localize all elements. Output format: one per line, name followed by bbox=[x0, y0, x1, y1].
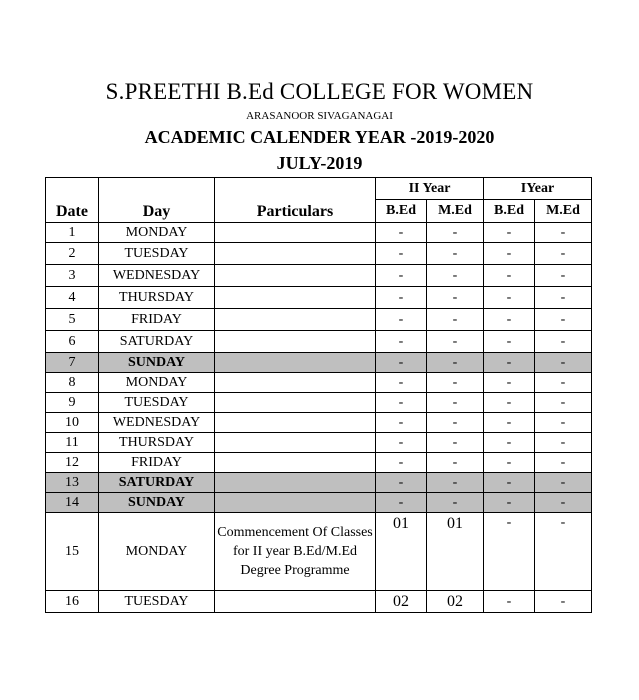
particulars-cell bbox=[215, 243, 376, 265]
second-year-bed-cell: 02 bbox=[376, 591, 427, 613]
table-row bbox=[46, 309, 592, 331]
particulars-cell bbox=[215, 393, 376, 413]
first-year-med-cell: - bbox=[535, 353, 592, 373]
particulars-cell bbox=[215, 309, 376, 331]
particulars-cell bbox=[215, 373, 376, 393]
second-year-bed-cell: - bbox=[376, 243, 427, 265]
particulars-cell bbox=[215, 493, 376, 513]
table-row bbox=[46, 373, 592, 393]
second-year-bed-cell: - bbox=[376, 473, 427, 493]
particulars-cell bbox=[215, 223, 376, 243]
second-year-med-cell: 01 bbox=[427, 513, 484, 591]
date-cell: 1 bbox=[46, 223, 99, 243]
first-year-med-cell: - bbox=[535, 513, 592, 591]
second-year-med-cell: - bbox=[427, 287, 484, 309]
first-year-med-cell: - bbox=[535, 287, 592, 309]
particulars-cell bbox=[215, 265, 376, 287]
table-row bbox=[46, 413, 592, 433]
date-cell: 9 bbox=[46, 393, 99, 413]
day-cell: MONDAY bbox=[99, 373, 215, 393]
first-year-med-cell: - bbox=[535, 433, 592, 453]
calendar-body bbox=[46, 223, 592, 613]
first-year-bed-cell: - bbox=[484, 287, 535, 309]
table-row bbox=[46, 433, 592, 453]
date-cell: 5 bbox=[46, 309, 99, 331]
first-year-bed-cell: - bbox=[484, 493, 535, 513]
table-row bbox=[46, 393, 592, 413]
day-cell: MONDAY bbox=[99, 513, 215, 591]
date-cell: 10 bbox=[46, 413, 99, 433]
second-year-bed-cell: - bbox=[376, 493, 427, 513]
day-cell: SUNDAY bbox=[99, 493, 215, 513]
second-year-bed-cell: - bbox=[376, 393, 427, 413]
second-year-med-cell: - bbox=[427, 393, 484, 413]
first-year-bed-cell: - bbox=[484, 243, 535, 265]
table-row bbox=[46, 353, 592, 373]
first-year-med-cell: - bbox=[535, 413, 592, 433]
second-year-bed-cell: - bbox=[376, 453, 427, 473]
date-cell: 11 bbox=[46, 433, 99, 453]
day-cell: TUESDAY bbox=[99, 243, 215, 265]
first-year-med-cell: - bbox=[535, 493, 592, 513]
date-cell: 6 bbox=[46, 331, 99, 353]
first-year-med-cell: - bbox=[535, 309, 592, 331]
month-title: JULY-2019 bbox=[276, 153, 363, 173]
day-cell: FRIDAY bbox=[99, 309, 215, 331]
particulars-cell bbox=[215, 433, 376, 453]
date-cell: 15 bbox=[46, 513, 99, 591]
table-row bbox=[46, 243, 592, 265]
second-year-med-cell: - bbox=[427, 331, 484, 353]
second-year-med-cell: - bbox=[427, 265, 484, 287]
date-cell: 3 bbox=[46, 265, 99, 287]
particulars-cell: Commencement Of Classes for II year B.Ed/M.Ed Degree Programme bbox=[215, 513, 376, 591]
day-cell: WEDNESDAY bbox=[99, 265, 215, 287]
particulars-cell bbox=[215, 353, 376, 373]
first-year-bed-cell: - bbox=[484, 331, 535, 353]
first-year-bed-header: B.Ed bbox=[484, 200, 535, 223]
second-year-bed-cell: - bbox=[376, 287, 427, 309]
day-cell: THURSDAY bbox=[99, 433, 215, 453]
first-year-bed-cell: - bbox=[484, 393, 535, 413]
first-year-bed-cell: - bbox=[484, 453, 535, 473]
calendar-title: ACADEMIC CALENDER YEAR -2019-2020 bbox=[144, 127, 495, 147]
second-year-med-cell: - bbox=[427, 353, 484, 373]
second-year-med-cell: - bbox=[427, 243, 484, 265]
second-year-bed-header: B.Ed bbox=[376, 200, 427, 223]
first-year-med-cell: - bbox=[535, 331, 592, 353]
table-row bbox=[46, 223, 592, 243]
day-column-header: Day bbox=[99, 178, 215, 223]
second-year-bed-cell: - bbox=[376, 223, 427, 243]
second-year-med-cell: 02 bbox=[427, 591, 484, 613]
first-year-bed-cell: - bbox=[484, 373, 535, 393]
day-cell: SUNDAY bbox=[99, 353, 215, 373]
first-year-bed-cell: - bbox=[484, 413, 535, 433]
table-row bbox=[46, 331, 592, 353]
second-year-med-header: M.Ed bbox=[427, 200, 484, 223]
table-row bbox=[46, 591, 592, 613]
second-year-bed-cell: 01 bbox=[376, 513, 427, 591]
particulars-cell bbox=[215, 453, 376, 473]
second-year-bed-cell: - bbox=[376, 309, 427, 331]
date-cell: 7 bbox=[46, 353, 99, 373]
table-row bbox=[46, 513, 592, 591]
particulars-cell bbox=[215, 413, 376, 433]
day-cell: SATURDAY bbox=[99, 473, 215, 493]
second-year-med-cell: - bbox=[427, 413, 484, 433]
day-cell: THURSDAY bbox=[99, 287, 215, 309]
first-year-med-cell: - bbox=[535, 373, 592, 393]
particulars-cell bbox=[215, 473, 376, 493]
particulars-cell bbox=[215, 591, 376, 613]
table-row bbox=[46, 453, 592, 473]
second-year-bed-cell: - bbox=[376, 265, 427, 287]
day-cell: WEDNESDAY bbox=[99, 413, 215, 433]
second-year-med-cell: - bbox=[427, 223, 484, 243]
particulars-cell bbox=[215, 287, 376, 309]
date-cell: 13 bbox=[46, 473, 99, 493]
date-cell: 14 bbox=[46, 493, 99, 513]
particulars-cell bbox=[215, 331, 376, 353]
date-cell: 12 bbox=[46, 453, 99, 473]
second-year-bed-cell: - bbox=[376, 433, 427, 453]
first-year-med-cell: - bbox=[535, 265, 592, 287]
first-year-med-cell: - bbox=[535, 223, 592, 243]
table-row bbox=[46, 473, 592, 493]
first-year-med-cell: - bbox=[535, 453, 592, 473]
second-year-med-cell: - bbox=[427, 373, 484, 393]
first-year-bed-cell: - bbox=[484, 223, 535, 243]
first-year-bed-cell: - bbox=[484, 513, 535, 591]
day-cell: FRIDAY bbox=[99, 453, 215, 473]
first-year-med-cell: - bbox=[535, 243, 592, 265]
second-year-bed-cell: - bbox=[376, 373, 427, 393]
first-year-med-cell: - bbox=[535, 473, 592, 493]
day-cell: MONDAY bbox=[99, 223, 215, 243]
day-cell: SATURDAY bbox=[99, 331, 215, 353]
first-year-bed-cell: - bbox=[484, 591, 535, 613]
second-year-bed-cell: - bbox=[376, 353, 427, 373]
first-year-bed-cell: - bbox=[484, 309, 535, 331]
first-year-bed-cell: - bbox=[484, 473, 535, 493]
second-year-bed-cell: - bbox=[376, 331, 427, 353]
college-name: S.PREETHI B.Ed COLLEGE FOR WOMEN bbox=[105, 79, 534, 104]
first-year-med-header: M.Ed bbox=[535, 200, 592, 223]
second-year-med-cell: - bbox=[427, 473, 484, 493]
particulars-column-header: Particulars bbox=[215, 178, 376, 223]
second-year-med-cell: - bbox=[427, 493, 484, 513]
date-cell: 8 bbox=[46, 373, 99, 393]
college-location: ARASANOOR SIVAGANAGAI bbox=[246, 110, 393, 122]
table-row bbox=[46, 287, 592, 309]
second-year-med-cell: - bbox=[427, 309, 484, 331]
day-cell: TUESDAY bbox=[99, 591, 215, 613]
date-column-header: Date bbox=[46, 178, 99, 223]
academic-calendar-table bbox=[45, 177, 592, 613]
first-year-bed-cell: - bbox=[484, 433, 535, 453]
date-cell: 4 bbox=[46, 287, 99, 309]
date-cell: 2 bbox=[46, 243, 99, 265]
second-year-med-cell: - bbox=[427, 453, 484, 473]
second-year-bed-cell: - bbox=[376, 413, 427, 433]
first-year-bed-cell: - bbox=[484, 265, 535, 287]
second-year-med-cell: - bbox=[427, 433, 484, 453]
day-cell: TUESDAY bbox=[99, 393, 215, 413]
first-year-med-cell: - bbox=[535, 393, 592, 413]
first-year-group-header: IYear bbox=[484, 178, 592, 200]
first-year-med-cell: - bbox=[535, 591, 592, 613]
date-cell: 16 bbox=[46, 591, 99, 613]
table-row bbox=[46, 265, 592, 287]
table-row bbox=[46, 493, 592, 513]
first-year-bed-cell: - bbox=[484, 353, 535, 373]
second-year-group-header: II Year bbox=[376, 178, 484, 200]
